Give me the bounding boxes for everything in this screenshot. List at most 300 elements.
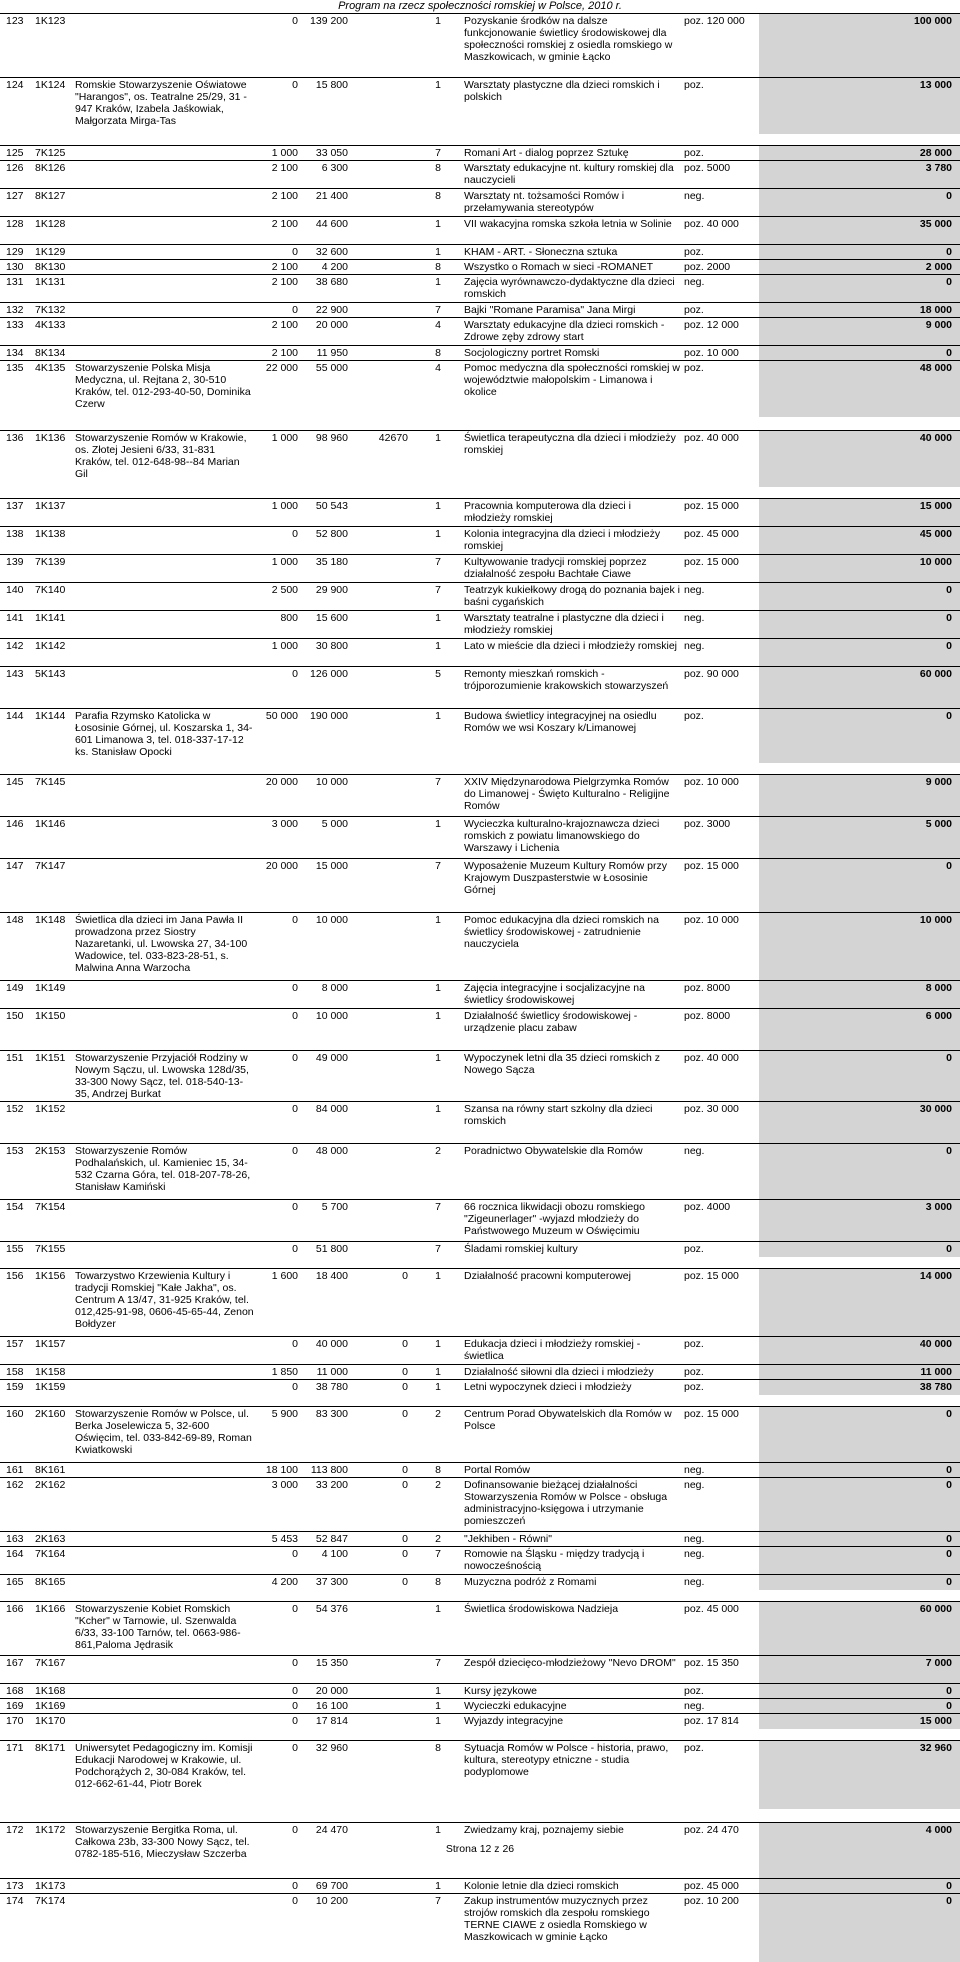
own-contribution: 0 [256,1380,304,1395]
total-cost: 55 000 [304,361,362,417]
project-title: Wypoczynek letni dla 35 dzieci romskich z Nowego Sącza [462,1051,682,1102]
total-cost: 98 960 [304,431,362,487]
other-funds [362,1656,414,1684]
total-cost: 21 400 [304,189,362,217]
row-spacer [0,1809,960,1823]
task-area: 8 [414,161,462,189]
project-title: Lato w mieście dla dzieci i młodzieży romskiej [462,639,682,667]
evaluation: poz. 30 000 [682,1102,759,1144]
table-row [0,245,960,260]
table-row [0,303,960,318]
total-cost: 5 700 [304,1200,362,1242]
row-number: 156 [0,1269,33,1337]
granted-amount: 0 [759,639,960,667]
task-area: 1 [414,1699,462,1714]
row-spacer [0,417,960,431]
total-cost: 139 200 [304,14,362,78]
granted-amount: 7 000 [759,1656,960,1684]
row-number: 162 [0,1478,33,1532]
total-cost: 30 800 [304,639,362,667]
other-funds [362,361,414,417]
table-row [0,611,960,639]
organization [73,859,256,913]
own-contribution: 20 000 [256,859,304,913]
organization [73,1699,256,1714]
table-row [0,260,960,275]
total-cost: 33 050 [304,146,362,161]
table-row [0,527,960,555]
other-funds: 0 [362,1532,414,1547]
project-code: 1K124 [33,78,73,134]
granted-amount: 0 [759,1879,960,1894]
total-cost: 24 470 [304,1823,362,1879]
task-area: 1 [414,1009,462,1051]
project-code: 1K173 [33,1879,73,1894]
project-title: Wszystko o Romach w sieci -ROMANET [462,260,682,275]
row-number: 129 [0,245,33,260]
project-title: Kolonie letnie dla dzieci romskich [462,1879,682,1894]
organization [73,775,256,817]
project-code: 1K136 [33,431,73,487]
own-contribution: 1 000 [256,431,304,487]
own-contribution: 18 100 [256,1463,304,1478]
table-row [0,1463,960,1478]
page-footer: Strona 12 z 26 [445,1843,515,1855]
task-area: 7 [414,555,462,583]
granted-amount: 13 000 [759,78,960,134]
own-contribution: 0 [256,1337,304,1365]
table-row [0,1532,960,1547]
project-code: 1K157 [33,1337,73,1365]
total-cost: 54 376 [304,1602,362,1656]
task-area: 2 [414,1478,462,1532]
evaluation: poz. [682,245,759,260]
own-contribution: 0 [256,1547,304,1575]
other-funds [362,78,414,134]
granted-amount: 30 000 [759,1102,960,1144]
table-row [0,275,960,303]
project-code: 1K150 [33,1009,73,1051]
table-row [0,14,960,78]
evaluation: poz. 8000 [682,981,759,1009]
table-row [0,913,960,981]
organization [73,1879,256,1894]
other-funds: 0 [362,1269,414,1337]
project-title: Bajki "Romane Paramisa" Jana Mirgi [462,303,682,318]
project-title: Pomoc edukacyjna dla dzieci romskich na świetlicy środowiskowej - zatrudnienie nauczyciela [462,913,682,981]
project-code: 8K161 [33,1463,73,1478]
organization [73,14,256,78]
table-row [0,583,960,611]
total-cost: 11 950 [304,346,362,361]
project-title: Kolonia integracyjna dla dzieci i młodzieży romskiej [462,527,682,555]
total-cost: 126 000 [304,667,362,709]
project-code: 1K172 [33,1823,73,1879]
granted-amount: 0 [759,1532,960,1547]
project-title: Wycieczki edukacyjne [462,1699,682,1714]
project-code: 7K147 [33,859,73,913]
row-number: 154 [0,1200,33,1242]
organization [73,245,256,260]
own-contribution: 0 [256,527,304,555]
total-cost: 32 600 [304,245,362,260]
granted-amount: 2 000 [759,260,960,275]
row-number: 149 [0,981,33,1009]
other-funds: 0 [362,1575,414,1590]
task-area: 1 [414,1102,462,1144]
task-area: 1 [414,217,462,245]
table-body [0,14,960,1962]
evaluation: poz. [682,78,759,134]
other-funds [362,303,414,318]
row-number: 124 [0,78,33,134]
project-title: Remonty mieszkań romskich - trójporozumienie krakowskich stowarzyszeń [462,667,682,709]
own-contribution: 0 [256,913,304,981]
row-number: 146 [0,817,33,859]
evaluation: poz. 15 000 [682,1407,759,1463]
project-code: 1K156 [33,1269,73,1337]
task-area: 1 [414,817,462,859]
organization: Stowarzyszenie Romów Podhalańskich, ul. Kamieniec 15, 34-532 Czarna Góra, tel. 018-207-78-26, Stanisław Kamiński [73,1144,256,1200]
project-code: 1K131 [33,275,73,303]
own-contribution: 5 453 [256,1532,304,1547]
evaluation: poz. 45 000 [682,1879,759,1894]
organization [73,1575,256,1590]
granted-amount: 0 [759,346,960,361]
other-funds [362,1009,414,1051]
other-funds [362,1102,414,1144]
project-title: Romani Art - dialog poprzez Sztukę [462,146,682,161]
project-title: Zajęcia integracyjne i socjalizacyjne na świetlicy środowiskowej [462,981,682,1009]
task-area: 1 [414,1714,462,1729]
row-number: 168 [0,1684,33,1699]
evaluation: poz. 10 200 [682,1894,759,1962]
project-title: Romowie na Śląsku - między tradycją i nowocześnością [462,1547,682,1575]
evaluation: poz. 2000 [682,260,759,275]
granted-amount: 0 [759,1144,960,1200]
evaluation: poz. 24 470 [682,1823,759,1879]
task-area: 8 [414,1463,462,1478]
project-code: 8K130 [33,260,73,275]
own-contribution: 3 000 [256,1478,304,1532]
other-funds [362,245,414,260]
organization [73,499,256,527]
task-area: 1 [414,1684,462,1699]
evaluation: poz. 8000 [682,1009,759,1051]
evaluation: neg. [682,189,759,217]
project-code: 1K138 [33,527,73,555]
task-area: 7 [414,775,462,817]
task-area: 1 [414,275,462,303]
organization: Stowarzyszenie Polska Misja Medyczna, ul. Rejtana 2, 30-510 Kraków, tel. 012-293-40-50, Dominika Czerw [73,361,256,417]
evaluation: poz. [682,361,759,417]
row-spacer [0,487,960,499]
other-funds [362,1699,414,1714]
task-area: 1 [414,78,462,134]
granted-amount: 0 [759,709,960,763]
row-number: 130 [0,260,33,275]
row-number: 157 [0,1337,33,1365]
row-number: 143 [0,667,33,709]
total-cost: 83 300 [304,1407,362,1463]
project-code: 7K154 [33,1200,73,1242]
task-area: 1 [414,1051,462,1102]
table-row [0,1365,960,1380]
task-area: 8 [414,260,462,275]
granted-amount: 0 [759,611,960,639]
organization [73,1102,256,1144]
organization [73,583,256,611]
row-number: 135 [0,361,33,417]
row-number: 164 [0,1547,33,1575]
project-code: 7K140 [33,583,73,611]
granted-amount: 18 000 [759,303,960,318]
other-funds: 0 [362,1463,414,1478]
task-area: 1 [414,1337,462,1365]
row-number: 152 [0,1102,33,1144]
own-contribution: 1 000 [256,555,304,583]
total-cost: 84 000 [304,1102,362,1144]
organization [73,1547,256,1575]
project-title: Warsztaty edukacyjne nt. kultury romskiej dla nauczycieli [462,161,682,189]
organization [73,1337,256,1365]
row-number: 147 [0,859,33,913]
evaluation: poz. 10 000 [682,346,759,361]
project-title: Wyposażenie Muzeum Kultury Romów przy Krajowym Duszpasterstwie w Łososinie Górnej [462,859,682,913]
total-cost: 10 200 [304,1894,362,1962]
table-row [0,161,960,189]
granted-amount: 28 000 [759,146,960,161]
other-funds [362,667,414,709]
total-cost: 10 000 [304,1009,362,1051]
evaluation: poz. 10 000 [682,775,759,817]
table-row [0,775,960,817]
project-code: 1K144 [33,709,73,763]
other-funds [362,1144,414,1200]
own-contribution: 2 500 [256,583,304,611]
table-row [0,1879,960,1894]
granted-amount: 10 000 [759,913,960,981]
evaluation: poz. [682,1741,759,1809]
own-contribution: 0 [256,1242,304,1257]
organization [73,189,256,217]
task-area: 5 [414,667,462,709]
row-number: 151 [0,1051,33,1102]
task-area: 7 [414,1547,462,1575]
total-cost: 50 543 [304,499,362,527]
project-code: 2K162 [33,1478,73,1532]
project-code: 1K129 [33,245,73,260]
granted-amount: 10 000 [759,555,960,583]
table-row [0,1337,960,1365]
task-area: 7 [414,583,462,611]
task-area: 2 [414,1532,462,1547]
evaluation: poz. 40 000 [682,217,759,245]
table-row [0,78,960,134]
evaluation: poz. 17 814 [682,1714,759,1729]
granted-amount: 0 [759,1684,960,1699]
row-number: 167 [0,1656,33,1684]
own-contribution: 2 100 [256,217,304,245]
total-cost: 17 814 [304,1714,362,1729]
total-cost: 10 000 [304,913,362,981]
project-title: "Jekhiben - Równi" [462,1532,682,1547]
organization [73,217,256,245]
row-number: 134 [0,346,33,361]
other-funds [362,217,414,245]
project-title: Warsztaty plastyczne dla dzieci romskich i polskich [462,78,682,134]
other-funds: 0 [362,1547,414,1575]
task-area: 7 [414,859,462,913]
other-funds: 0 [362,1407,414,1463]
evaluation: neg. [682,611,759,639]
evaluation: neg. [682,583,759,611]
table-row [0,1380,960,1395]
task-area: 7 [414,1200,462,1242]
project-title: XXIV Międzynarodowa Pielgrzymka Romów do Limanowej - Święto Kulturalno - Religijne Romów [462,775,682,817]
other-funds [362,1684,414,1699]
organization [73,667,256,709]
granted-amount: 45 000 [759,527,960,555]
evaluation: poz. [682,1242,759,1257]
project-title: Socjologiczny portret Romski [462,346,682,361]
project-code: 1K149 [33,981,73,1009]
organization [73,1380,256,1395]
organization [73,275,256,303]
evaluation: poz. 45 000 [682,527,759,555]
granted-amount: 35 000 [759,217,960,245]
organization [73,555,256,583]
row-number: 128 [0,217,33,245]
granted-amount: 48 000 [759,361,960,417]
project-title: Zakup instrumentów muzycznych przez strojów romskich dla zespołu romskiego TERNE CIAWE z osiedla Romskiego w Maszkowicach w gminie Łącko [462,1894,682,1962]
evaluation: poz. 15 000 [682,859,759,913]
other-funds [362,859,414,913]
granted-amount: 11 000 [759,1365,960,1380]
row-number: 163 [0,1532,33,1547]
task-area: 8 [414,1741,462,1809]
project-code: 8K127 [33,189,73,217]
evaluation: neg. [682,639,759,667]
other-funds [362,913,414,981]
granted-amount: 0 [759,1699,960,1714]
own-contribution: 0 [256,1879,304,1894]
other-funds [362,1200,414,1242]
project-title: Świetlica środowiskowa Nadzieja [462,1602,682,1656]
project-code: 1K123 [33,14,73,78]
granted-amount: 4 000 [759,1823,960,1879]
task-area: 8 [414,346,462,361]
granted-amount: 38 780 [759,1380,960,1395]
evaluation: poz. 120 000 [682,14,759,78]
project-title: 66 rocznica likwidacji obozu romskiego "Zigeunerlager" -wyjazd młodzieży do Państwowego Muzeum w Oświęcimiu [462,1200,682,1242]
own-contribution: 4 200 [256,1575,304,1590]
other-funds [362,14,414,78]
organization: Stowarzyszenie Romów w Polsce, ul. Berka Joselewicza 5, 32-600 Oświęcim, tel. 033-842-69-89, Roman Kwiatkowski [73,1407,256,1463]
row-spacer [0,1395,960,1407]
own-contribution: 0 [256,1823,304,1879]
row-number: 145 [0,775,33,817]
total-cost: 51 800 [304,1242,362,1257]
granted-amount: 100 000 [759,14,960,78]
table-row [0,1242,960,1257]
granted-amount: 60 000 [759,667,960,709]
other-funds [362,817,414,859]
own-contribution: 20 000 [256,775,304,817]
project-title: Wycieczka kulturalno-krajoznawcza dzieci romskich z powiatu limanowskiego do Warszawy i Lichenia [462,817,682,859]
project-title: Warsztaty teatralne i plastyczne dla dzieci i młodzieży romskiej [462,611,682,639]
project-title: Kultywowanie tradycji romskiej poprzez działalność zespołu Bachtałe Ciawe [462,555,682,583]
own-contribution: 0 [256,1144,304,1200]
row-number: 132 [0,303,33,318]
row-number: 131 [0,275,33,303]
total-cost: 38 780 [304,1380,362,1395]
organization [73,1242,256,1257]
granted-amount: 40 000 [759,431,960,487]
other-funds [362,1051,414,1102]
task-area: 1 [414,1365,462,1380]
other-funds [362,260,414,275]
total-cost: 15 350 [304,1656,362,1684]
total-cost: 29 900 [304,583,362,611]
total-cost: 11 000 [304,1365,362,1380]
total-cost: 4 200 [304,260,362,275]
own-contribution: 3 000 [256,817,304,859]
table-row [0,1478,960,1532]
evaluation: poz. 5000 [682,161,759,189]
project-code: 1K152 [33,1102,73,1144]
table-row [0,1009,960,1051]
other-funds: 0 [362,1478,414,1532]
row-number: 172 [0,1823,33,1879]
row-number: 165 [0,1575,33,1590]
project-title: Teatrzyk kukiełkowy drogą do poznania bajek i baśni cygańskich [462,583,682,611]
total-cost: 6 300 [304,161,362,189]
organization [73,1463,256,1478]
organization: Świetlica dla dzieci im Jana Pawła II prowadzona przez Siostry Nazaretanki, ul. Lwowska 27, 34-100 Wadowice, tel. 033-823-28-51, s. Malwina Anna Warzocha [73,913,256,981]
organization [73,161,256,189]
total-cost: 4 100 [304,1547,362,1575]
table-row [0,499,960,527]
task-area: 1 [414,1380,462,1395]
total-cost: 15 800 [304,78,362,134]
other-funds [362,1242,414,1257]
own-contribution: 50 000 [256,709,304,763]
table-row [0,639,960,667]
project-title: Centrum Porad Obywatelskich dla Romów w Polsce [462,1407,682,1463]
total-cost: 16 100 [304,1699,362,1714]
evaluation: poz. 15 000 [682,555,759,583]
organization: Parafia Rzymsko Katolicka w Łososinie Górnej, ul. Koszarska 1, 34-601 Limanowa 3, tel. 018-337-17-12 ks. Stanisław Opocki [73,709,256,763]
other-funds [362,499,414,527]
granted-amount: 0 [759,1894,960,1962]
own-contribution: 2 100 [256,260,304,275]
total-cost: 10 000 [304,775,362,817]
row-number: 140 [0,583,33,611]
evaluation: poz. 15 000 [682,499,759,527]
project-code: 1K151 [33,1051,73,1102]
table-row [0,859,960,913]
organization [73,303,256,318]
project-code: 8K134 [33,346,73,361]
own-contribution: 0 [256,1009,304,1051]
project-code: 2K163 [33,1532,73,1547]
granted-amount: 0 [759,1051,960,1102]
other-funds [362,146,414,161]
table-row [0,217,960,245]
task-area: 1 [414,611,462,639]
project-code: 7K145 [33,775,73,817]
